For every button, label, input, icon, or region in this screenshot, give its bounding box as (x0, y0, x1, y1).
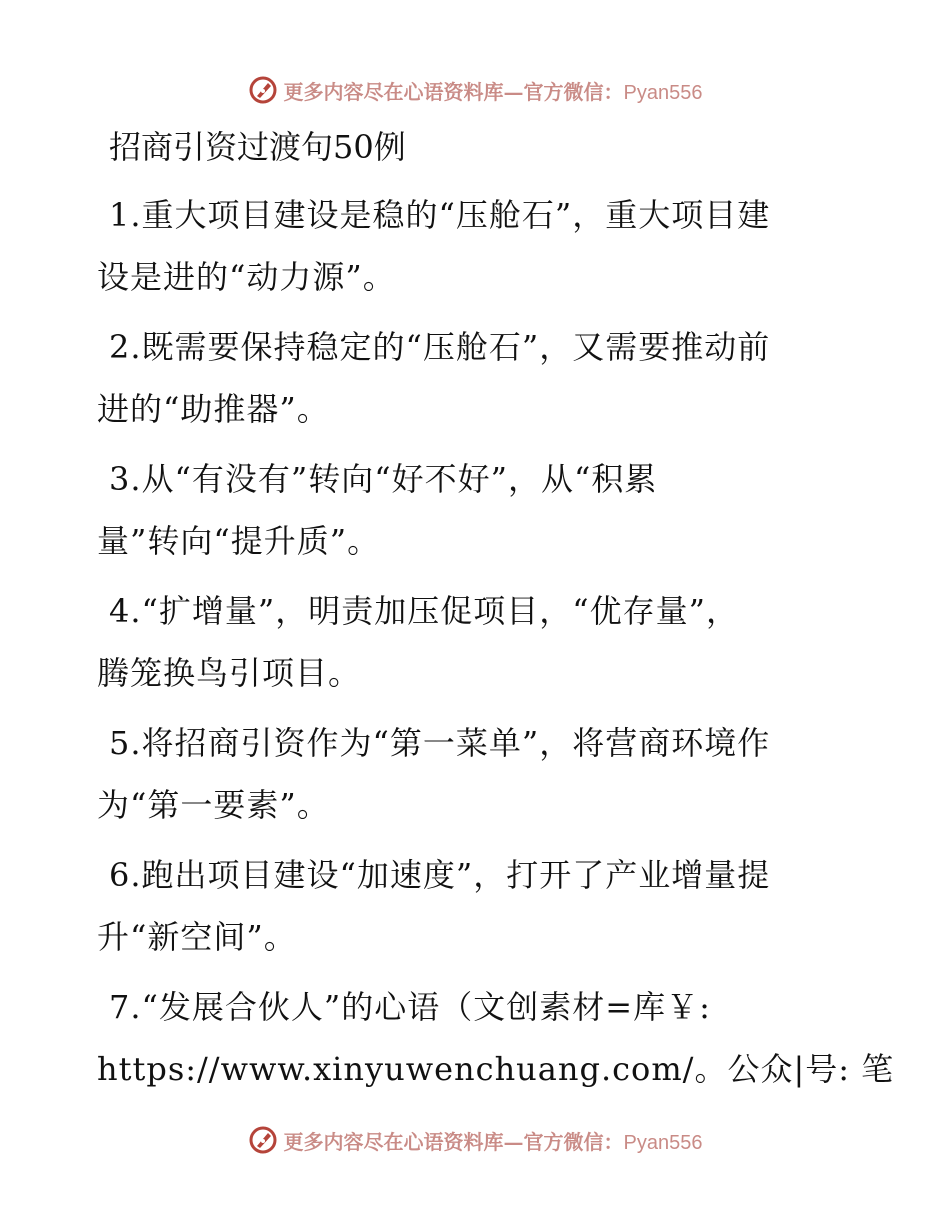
footer-watermark-banner (0, 1120, 950, 1160)
list-item (97, 184, 857, 308)
list-item-line: 7.“发展合伙人”的心语（文创素材=库￥: (109, 988, 711, 1026)
banner-wechat-id: Pyan556 (623, 1131, 703, 1154)
list-item (97, 712, 857, 836)
pen-nib-logo-icon (248, 1125, 278, 1155)
list-item-line: 进的“助推器”。 (97, 390, 330, 428)
list-item-line: 升“新空间”。 (97, 918, 297, 956)
document-title: 招商引资过渡句50例 (109, 128, 406, 166)
banner-text: 更多内容尽在心语资料库—官方微信：Pyan556 (283, 1129, 703, 1154)
list-item-line: https://www.xinyuwenchuang.com/。公众|号: 笔 (97, 1050, 895, 1088)
list-item (97, 580, 857, 704)
header-watermark-banner (0, 70, 950, 110)
banner-text: 更多内容尽在心语资料库—官方微信：Pyan556 (283, 79, 703, 104)
document-body (97, 118, 895, 1108)
pen-nib-logo-icon (248, 75, 278, 105)
list-item-line: 腾笼换鸟引项目。 (97, 654, 362, 692)
banner-wechat-id: Pyan556 (623, 81, 703, 104)
list-item-line: 2.既需要保持稳定的“压舱石”，又需要推动前 (109, 328, 771, 366)
list-item-line: 4.“扩增量”，明责加压促项目，“优存量”， (109, 592, 739, 630)
list-item-line: 量”转向“提升质”。 (97, 522, 381, 560)
list-item-line: 3.从“有没有”转向“好不好”，从“积累 (109, 460, 658, 498)
list-item (97, 316, 857, 440)
list-item (97, 844, 857, 968)
list-item-line: 6.跑出项目建设“加速度”，打开了产业增量提 (109, 856, 771, 894)
list-item-line: 5.将招商引资作为“第一菜单”，将营商环境作 (109, 724, 771, 762)
list-item (97, 976, 895, 1100)
list-item-line: 1.重大项目建设是稳的“压舱石”，重大项目建 (109, 196, 771, 234)
list-item-line: 为“第一要素”。 (97, 786, 330, 824)
list-item-line: 设是进的“动力源”。 (97, 258, 396, 296)
list-item (97, 448, 857, 572)
